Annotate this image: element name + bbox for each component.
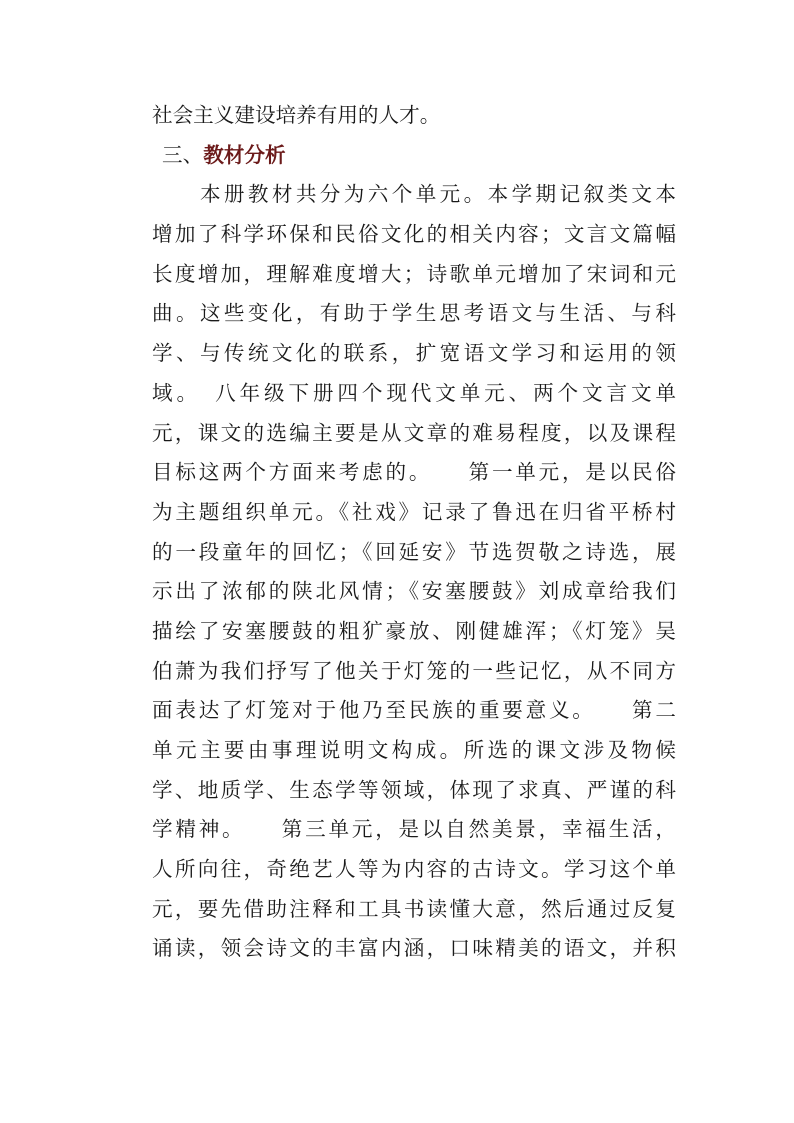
- paragraph-line: 单元主要由事理说明文构成。所选的课文涉及物候: [152, 738, 676, 762]
- paragraph-line: 诵读，领会诗文的丰富内涵，口味精美的语文，并积: [152, 936, 676, 961]
- paragraph-line: 学、地质学、生态学等领域，体现了求真、严谨的科: [152, 777, 676, 802]
- paragraph-line: 曲。这些变化，有助于学生思考语文与生活、与科: [152, 301, 676, 326]
- paragraph-line: 学精神。 第三单元，是以自然美景，幸福生活，: [152, 817, 676, 842]
- paragraph-line: 面表达了灯笼对于他乃至民族的重要意义。 第二: [152, 698, 676, 723]
- paragraph-line: 元，要先借助注释和工具书读懂大意，然后通过反复: [152, 896, 676, 921]
- paragraph-line: 元，课文的选编主要是从文章的难易程度，以及课程: [152, 420, 676, 445]
- paragraph-line-intro: 社会主义建设培养有用的人才。: [152, 103, 441, 127]
- paragraph-line: 学、与传统文化的联系，扩宽语文学习和运用的领: [152, 341, 676, 366]
- section-number: 三、: [162, 142, 204, 167]
- paragraph-line: 示出了浓郁的陕北风情；《安塞腰鼓》刘成章给我们: [152, 579, 676, 604]
- paragraph-line: 本册教材共分为六个单元。本学期记叙类文本: [152, 182, 676, 207]
- section-title: 教材分析: [203, 142, 286, 167]
- paragraph-line: 长度增加，理解难度增大；诗歌单元增加了宋词和元: [152, 261, 676, 286]
- paragraph-line: 伯萧为我们抒写了他关于灯笼的一些记忆，从不同方: [152, 658, 676, 683]
- paragraph-line: 的一段童年的回忆；《回延安》节选贺敬之诗选，展: [152, 539, 676, 564]
- paragraph-line: 为主题组织单元。《社戏》记录了鲁迅在归省平桥村: [152, 499, 676, 524]
- paragraph-line: 增加了科学环保和民俗文化的相关内容；文言文篇幅: [152, 222, 676, 247]
- paragraph-line: 目标这两个方面来考虑的。 第一单元，是以民俗: [152, 460, 676, 485]
- paragraph-line: 人所向往，奇绝艺人等为内容的古诗文。学习这个单: [152, 857, 676, 882]
- paragraph-body: [152, 175, 676, 969]
- document-body: [152, 96, 676, 969]
- section-heading: [152, 136, 676, 176]
- paragraph-line: 描绘了安塞腰鼓的粗犷豪放、刚健雄浑；《灯笼》吴: [152, 618, 676, 643]
- paragraph-line: 域。 八年级下册四个现代文单元、两个文言文单: [152, 380, 676, 405]
